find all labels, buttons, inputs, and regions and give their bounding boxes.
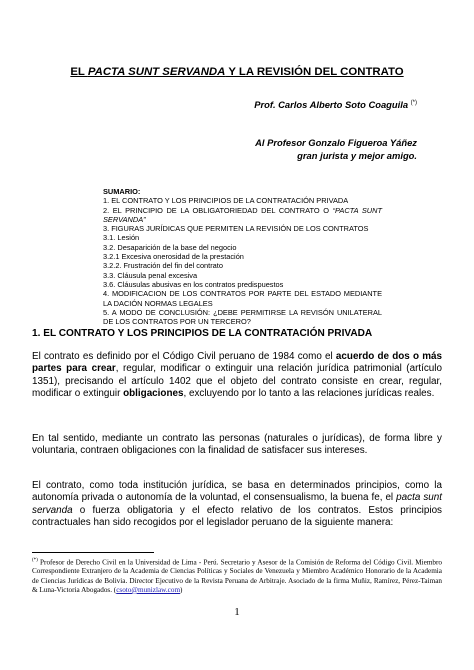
footnote-text: Profesor de Derecho Civil en la Universidad de Lima - Perú. Secretario y Asesor de la Comisión de Reforma del Código Civil. Miembro Correspondiente Extranjero de la Academia de Ciencias Políticas y Sociales de Venezuela y Miembro Académico Honorario de la Academia de Ciencias Jurídicas de Bolivia. Director Ejecutivo de la Revista Peruana de Arbitraje. Asociado de la firma Muñiz, Ramírez, Pérez-Taiman & Luna-Victoria Abogados. ( <box>32 558 442 594</box>
footnote-close: ) <box>180 585 183 594</box>
summary-heading: SUMARIO: <box>103 187 141 196</box>
summary-item-3-3: 3.3. Cláusula penal excesiva <box>103 270 198 280</box>
dedication <box>255 137 417 162</box>
p3-text-c: o fuerza obligatoria y el efecto relativo de los contratos. Estos principios contractuales han sido recogidos por el legislador peruano de la siguiente manera: <box>32 504 442 529</box>
summary-item-3-2-1: 3.2.1 Excesiva onerosidad de la prestación <box>103 252 244 262</box>
p1-text-c: , regular, modificar o extinguir una relación jurídica patrimonial (artículo 1351), precisando el artículo 1402 que el objeto del contrato consiste en crear, regular, modificar o extinguir <box>32 363 442 400</box>
title-suffix: Y LA REVISIÓN DEL CONTRATO <box>225 66 404 78</box>
paragraph-2: En tal sentido, mediante un contrato las personas (naturales o jurídicas), de forma libre y voluntaria, contraen obligaciones con la finalidad de satisfacer sus intereses. <box>32 433 442 457</box>
document-title <box>0 66 474 78</box>
paragraph-1 <box>32 351 442 401</box>
summary-item-1: 1. EL CONTRATO Y LOS PRINCIPIOS DE LA CONTRATACIÓN PRIVADA <box>103 196 349 206</box>
title-prefix: EL <box>70 66 88 78</box>
summary-item-3-6: 3.6. Cláusulas abusivas en los contratos predispuestos <box>103 279 284 289</box>
p1-text-a: El contrato es definido por el Código Civil peruano de 1984 como el <box>32 351 336 362</box>
summary-item-3-1: 3.1. Lesión <box>103 233 140 243</box>
footnote-email-link[interactable]: csoto@munizlaw.com <box>116 585 181 594</box>
title-italic: PACTA SUNT SERVANDA <box>87 66 226 78</box>
p3-italic-pacta: pacta sunt servanda <box>32 492 442 516</box>
summary-item-4: 4. MODIFICACION DE LOS CONTRATOS POR PARTE DEL ESTADO MEDIANTE LA DACIÓN NORMAS LEGALES <box>103 289 382 308</box>
footnote-separator <box>32 552 154 553</box>
p1-text-e: , excluyendo por lo tanto a las relaciones jurídicas reales. <box>183 388 435 400</box>
p1-bold-obligaciones: obligaciones <box>123 388 184 400</box>
summary-item-3-2-2: 3.2.2. Frustración del fin del contrato <box>103 261 223 271</box>
summary-item-3: 3. FIGURAS JURÍDICAS QUE PERMITEN LA REVISIÓN DE LOS CONTRATOS <box>103 224 369 234</box>
summary-item-3-2: 3.2. Desaparición de la base del negocio <box>103 242 237 252</box>
summary-box <box>103 187 382 326</box>
p3-text-a: El contrato, como toda institución jurídica, se basa en determinados principios, como la autonomía privada o autonomía de la voluntad, el consensualismo, la buena fe, el <box>32 480 442 504</box>
footnote-mark: (*) <box>32 558 38 563</box>
summary-item-2-italic: “PACTA SUNT SERVANDA” <box>103 205 382 224</box>
summary-item-2-text: 2. EL PRINCIPIO DE LA OBLIGATORIEDAD DEL CONTRATO O <box>103 205 333 215</box>
footnote <box>32 556 442 595</box>
author-line <box>254 99 417 110</box>
author-footnote-mark: (*) <box>410 99 417 106</box>
summary-item-2 <box>103 206 382 225</box>
dedication-line-2: gran jurista y mejor amigo. <box>297 149 417 161</box>
dedication-line-1: Al Profesor Gonzalo Figueroa Yáñez <box>255 137 417 148</box>
p1-bold-definition: acuerdo de dos o más partes para crear <box>32 351 442 375</box>
summary-item-5: 5. A MODO DE CONCLUSIÓN: ¿DEBE PERMITIRSE LA REVISÓN UNILATERAL DE LOS CONTRATOS POR UN TERCERO? <box>103 307 382 327</box>
author-name: Prof. Carlos Alberto Soto Coaguila <box>254 99 409 110</box>
page-number: 1 <box>234 606 240 618</box>
paragraph-3 <box>32 480 442 530</box>
section-1-heading: 1. EL CONTRATO Y LOS PRINCIPIOS DE LA CONTRATACIÓN PRIVADA <box>32 328 373 339</box>
